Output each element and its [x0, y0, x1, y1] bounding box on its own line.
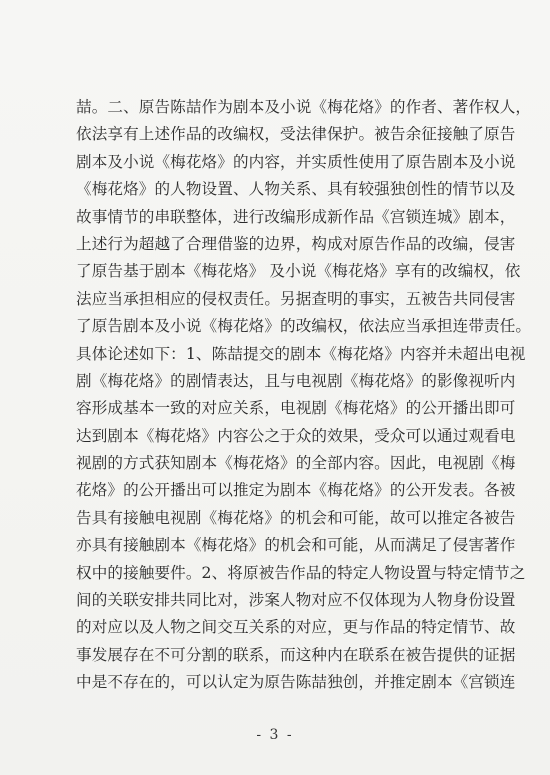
- text-line: 具体论述如下：1、陈喆提交的剧本《梅花烙》内容并未超出电视: [76, 344, 526, 363]
- text-line: 了原告剧本及小说《梅花烙》的改编权，依法应当承担连带责任。: [76, 317, 532, 336]
- text-line: 喆。二、原告陈喆作为剧本及小说《梅花烙》的作者、著作权人，: [76, 98, 532, 116]
- page-number: - 3 -: [256, 727, 294, 743]
- text-line: 事发展存在不可分割的联系，而这种内在联系在被告提供的证据: [76, 645, 516, 664]
- text-line: 容形成基本一致的对应关系，电视剧《梅花烙》的公开播出即可: [76, 399, 516, 418]
- text-line: 视剧的方式获知剧本《梅花烙》的全部内容。因此，电视剧《梅: [76, 454, 516, 473]
- text-line: 的对应以及人物之间交互关系的对应，更与作品的特定情节、故: [76, 618, 516, 637]
- text-line: 故事情节的串联整体，进行改编形成新作品《宫锁连城》剧本，: [76, 207, 516, 226]
- text-line: 亦具有接触剧本《梅花烙》的机会和可能，从而满足了侵害著作: [76, 536, 516, 555]
- text-line: 剧本及小说《梅花烙》的内容，并实质性使用了原告剧本及小说: [76, 152, 516, 171]
- text-line: 达到剧本《梅花烙》内容公之于众的效果，受众可以通过观看电: [76, 426, 516, 445]
- text-line: 权中的接触要件。2、将原被告作品的特定人物设置与特定情节之: [76, 563, 526, 582]
- text-line: 法应当承担相应的侵权责任。另据查明的事实，五被告共同侵害: [76, 289, 516, 308]
- text-line: 上述行为超越了合理借鉴的边界，构成对原告作品的改编，侵害: [76, 234, 516, 253]
- text-line: 花烙》的公开播出可以推定为剧本《梅花烙》的公开发表。各被: [76, 481, 516, 500]
- text-line: 了原告基于剧本《梅花烙》 及小说《梅花烙》享有的改编权，依: [76, 262, 521, 281]
- text-line: 告具有接触电视剧《梅花烙》的机会和可能，故可以推定各被告: [76, 508, 516, 527]
- text-line: 剧《梅花烙》的剧情表达，且与电视剧《梅花烙》的影像视听内: [76, 371, 516, 390]
- text-line: 依法享有上述作品的改编权，受法律保护。被告余征接触了原告: [76, 125, 516, 144]
- text-line: 中是不存在的，可以认定为原告陈喆独创，并推定剧本《宫锁连: [76, 673, 516, 692]
- text-line: 间的关联安排共同比对，涉案人物对应不仅体现为人物身份设置: [76, 591, 516, 610]
- body-text: [76, 94, 532, 697]
- text-line: 《梅花烙》的人物设置、人物关系、具有较强独创性的情节以及: [76, 180, 516, 199]
